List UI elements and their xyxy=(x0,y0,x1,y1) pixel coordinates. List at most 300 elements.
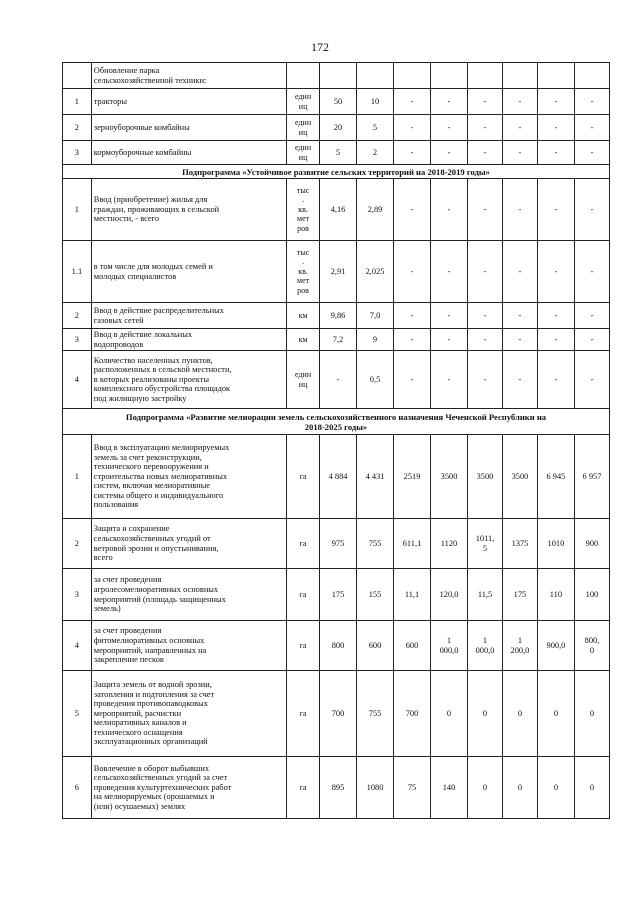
value-line: - xyxy=(518,122,522,132)
indicator-name-line: на мелиорируемых (орошаемых и xyxy=(93,792,215,802)
indicator-name-line: сельскохозяйственных угодий за счет xyxy=(93,773,228,783)
indicator-name-line: граждан, проживающих в сельской xyxy=(93,204,220,214)
value-cell xyxy=(394,329,431,351)
indicator-name-line: Количество населенных пунктов, xyxy=(93,355,213,365)
value-cell xyxy=(502,329,537,351)
indicator-name xyxy=(91,241,286,303)
unit-line: тыс xyxy=(296,247,310,257)
value-cell xyxy=(537,757,574,819)
value-line: - xyxy=(518,147,522,157)
row-number: 6 xyxy=(63,757,92,819)
value-cell xyxy=(574,351,609,409)
indicator-name-line: сельскохозяйственных угодий от xyxy=(93,533,211,543)
row-number: 1.1 xyxy=(63,241,92,303)
indicator-name xyxy=(91,141,286,165)
row-number: 2 xyxy=(63,115,92,141)
value-line: - xyxy=(447,147,451,157)
value-line: 0 xyxy=(553,782,559,792)
unit-line: мет xyxy=(297,276,310,286)
value-line: 110 xyxy=(549,589,563,599)
unit-line: га xyxy=(299,538,307,548)
value-cell xyxy=(537,241,574,303)
value-cell xyxy=(394,435,431,519)
value-cell xyxy=(431,621,468,671)
indicator-name-line: фитомелиоративных основных xyxy=(93,635,205,645)
value-line: - xyxy=(590,204,594,214)
value-line: - xyxy=(590,374,594,384)
indicator-name xyxy=(91,89,286,115)
unit-cell xyxy=(287,89,320,115)
value-cell xyxy=(537,89,574,115)
table-row xyxy=(63,241,610,303)
unit-line: кв. xyxy=(298,266,308,276)
unit-cell xyxy=(287,241,320,303)
indicator-name-line: Защита и сохранение xyxy=(93,524,170,534)
value-cell xyxy=(537,115,574,141)
table-row xyxy=(63,141,610,165)
value-line: 800, xyxy=(584,635,600,645)
indicator-name-line: Защита земель от водной эрозии, xyxy=(93,679,212,689)
value-cell xyxy=(320,621,357,671)
value-cell xyxy=(502,63,537,89)
value-cell xyxy=(357,569,394,621)
value-line: 75 xyxy=(407,782,417,792)
indicator-name xyxy=(91,179,286,241)
indicator-name xyxy=(91,519,286,569)
subprogram-title xyxy=(63,165,610,179)
value-line: - xyxy=(590,310,594,320)
value-cell xyxy=(357,621,394,671)
value-cell xyxy=(574,569,609,621)
table-row xyxy=(63,671,610,757)
value-line: - xyxy=(554,204,558,214)
indicator-name xyxy=(91,351,286,409)
value-line: - xyxy=(554,374,558,384)
row-number: 4 xyxy=(63,621,92,671)
value-line: - xyxy=(590,266,594,276)
indicator-name-line: Обновление парка xyxy=(93,65,160,75)
unit-line: един xyxy=(295,91,312,101)
unit-line: га xyxy=(299,589,307,599)
value-line: - xyxy=(447,96,451,106)
value-cell xyxy=(320,63,357,89)
value-cell xyxy=(431,179,468,241)
value-cell xyxy=(431,329,468,351)
value-line: 1 xyxy=(482,635,488,645)
value-line: 9,86 xyxy=(330,310,346,320)
value-line: 50 xyxy=(333,96,343,106)
value-cell xyxy=(574,241,609,303)
row-number xyxy=(63,63,92,89)
indicator-name-line: земель) xyxy=(93,604,121,614)
value-cell xyxy=(468,757,503,819)
value-cell xyxy=(394,303,431,329)
value-line: 975 xyxy=(331,538,345,548)
value-line: - xyxy=(590,96,594,106)
row-number: 3 xyxy=(63,329,92,351)
indicator-name-line: за счет проведения xyxy=(93,626,162,636)
value-line: 11,1 xyxy=(404,589,420,599)
value-cell xyxy=(357,241,394,303)
value-line: - xyxy=(483,122,487,132)
value-line: - xyxy=(518,96,522,106)
value-cell xyxy=(537,329,574,351)
value-cell xyxy=(574,89,609,115)
value-line: 0 xyxy=(589,782,595,792)
row-number: 2 xyxy=(63,303,92,329)
value-cell xyxy=(394,89,431,115)
indicator-name-line: технического перевооружения и xyxy=(93,462,209,472)
value-line: 9 xyxy=(372,334,378,344)
value-cell xyxy=(357,115,394,141)
indicator-name-line: Ввод в эксплуатацию мелиорируемых xyxy=(93,442,230,452)
value-line: 155 xyxy=(368,589,382,599)
value-cell xyxy=(537,351,574,409)
indicator-name-line: местности, - всего xyxy=(93,214,160,224)
value-line: 0 xyxy=(553,708,559,718)
value-line: 2 xyxy=(372,147,378,157)
unit-cell xyxy=(287,671,320,757)
table-row xyxy=(63,115,610,141)
value-line: 895 xyxy=(331,782,345,792)
indicator-name-line: Ввод в действие распределительных xyxy=(93,305,224,315)
unit-cell xyxy=(287,351,320,409)
unit-line: иц xyxy=(298,379,308,389)
indicator-name-line: мероприятий, направленных на xyxy=(93,645,207,655)
value-line: - xyxy=(554,147,558,157)
value-cell xyxy=(502,569,537,621)
indicator-name-line: строительства новых мелиоративных xyxy=(93,471,228,481)
value-cell xyxy=(357,435,394,519)
unit-line: мет xyxy=(297,214,310,224)
indicator-name-line: зерноуборочные комбайны xyxy=(93,122,190,132)
value-line: 4 884 xyxy=(328,471,348,481)
value-cell xyxy=(502,621,537,671)
value-cell xyxy=(502,179,537,241)
value-cell xyxy=(502,115,537,141)
value-cell xyxy=(394,179,431,241)
value-line: - xyxy=(518,374,522,384)
value-line: 7,2 xyxy=(332,334,344,344)
value-line: 6 945 xyxy=(546,471,566,481)
unit-cell xyxy=(287,179,320,241)
value-line: 600 xyxy=(405,640,419,650)
value-line: - xyxy=(447,122,451,132)
value-cell xyxy=(431,435,468,519)
unit-cell xyxy=(287,303,320,329)
indicator-name-line: (или) осушаемых) землях xyxy=(93,801,186,811)
row-number: 4 xyxy=(63,351,92,409)
page-number: 172 xyxy=(311,40,329,54)
value-line: 800 xyxy=(331,640,345,650)
value-line: 1120 xyxy=(440,538,458,548)
value-line: 1375 xyxy=(511,538,529,548)
value-line: - xyxy=(410,96,414,106)
value-line: - xyxy=(483,204,487,214)
value-line: 5 xyxy=(482,543,488,553)
value-line: 755 xyxy=(368,538,382,548)
value-cell xyxy=(574,115,609,141)
value-cell xyxy=(574,671,609,757)
value-line: - xyxy=(554,122,558,132)
indicator-name-line: всего xyxy=(93,553,113,563)
unit-line: . xyxy=(302,195,305,205)
value-cell xyxy=(502,757,537,819)
value-cell xyxy=(468,621,503,671)
unit-line: един xyxy=(295,117,312,127)
value-line: - xyxy=(554,310,558,320)
value-cell xyxy=(537,179,574,241)
value-cell xyxy=(431,89,468,115)
value-cell xyxy=(468,351,503,409)
indicator-name xyxy=(91,303,286,329)
value-line: 1080 xyxy=(366,782,384,792)
value-line: 4,16 xyxy=(330,204,346,214)
table-row xyxy=(63,569,610,621)
value-cell xyxy=(394,621,431,671)
indicator-name-line: Вовлечение в оборот выбывших xyxy=(93,763,210,773)
value-line: - xyxy=(483,147,487,157)
value-line: - xyxy=(447,266,451,276)
value-cell xyxy=(357,63,394,89)
value-line: 0 xyxy=(446,708,452,718)
row-number: 3 xyxy=(63,141,92,165)
value-line: 700 xyxy=(405,708,419,718)
indicator-name-line: за счет проведения xyxy=(93,575,162,585)
value-line: - xyxy=(483,266,487,276)
subprogram-title-line: 2018-2025 годы» xyxy=(304,421,368,432)
unit-line: . xyxy=(302,257,305,267)
value-cell xyxy=(357,757,394,819)
unit-line: км xyxy=(298,310,308,320)
value-cell xyxy=(502,671,537,757)
table-row xyxy=(63,621,610,671)
indicator-name-line: кормоуборочные комбайны xyxy=(93,147,192,157)
value-line: 0 xyxy=(589,645,595,655)
unit-line: га xyxy=(299,782,307,792)
value-cell xyxy=(394,63,431,89)
value-line: 000,0 xyxy=(439,645,459,655)
indicator-name xyxy=(91,63,286,89)
value-cell xyxy=(468,241,503,303)
value-cell xyxy=(357,351,394,409)
value-line: 755 xyxy=(368,708,382,718)
value-cell xyxy=(574,621,609,671)
value-line: 600 xyxy=(368,640,382,650)
unit-cell xyxy=(287,63,320,89)
value-line: 0 xyxy=(589,708,595,718)
value-line: - xyxy=(447,374,451,384)
value-cell xyxy=(502,303,537,329)
value-line: - xyxy=(483,96,487,106)
value-cell xyxy=(431,241,468,303)
value-line: - xyxy=(336,374,340,384)
unit-line: га xyxy=(299,640,307,650)
value-line: - xyxy=(410,122,414,132)
value-cell xyxy=(431,519,468,569)
value-cell xyxy=(431,569,468,621)
value-cell xyxy=(574,179,609,241)
value-line: 20 xyxy=(333,122,343,132)
value-cell xyxy=(537,435,574,519)
value-cell xyxy=(502,89,537,115)
indicator-name-line: пользования xyxy=(93,500,139,510)
value-line: 120,0 xyxy=(439,589,459,599)
value-line: - xyxy=(410,147,414,157)
table-row xyxy=(63,89,610,115)
value-line: 2519 xyxy=(403,471,421,481)
indicator-name xyxy=(91,435,286,519)
value-line: - xyxy=(483,374,487,384)
table-row xyxy=(63,757,610,819)
value-cell xyxy=(574,435,609,519)
unit-cell xyxy=(287,115,320,141)
value-cell xyxy=(394,141,431,165)
value-cell xyxy=(431,63,468,89)
indicator-name-line: систем, включая мелиоративные xyxy=(93,481,211,491)
indicator-name-line: агролесомелиоративных основных xyxy=(93,584,219,594)
value-cell xyxy=(320,569,357,621)
indicator-name-line: расположенных в сельской местности, xyxy=(93,365,232,375)
value-cell xyxy=(357,179,394,241)
value-cell xyxy=(574,141,609,165)
value-cell xyxy=(431,115,468,141)
indicator-name xyxy=(91,115,286,141)
row-number: 3 xyxy=(63,569,92,621)
value-cell xyxy=(468,89,503,115)
value-cell xyxy=(468,569,503,621)
value-cell xyxy=(320,519,357,569)
value-line: 1 xyxy=(446,635,452,645)
indicator-name xyxy=(91,621,286,671)
value-line: - xyxy=(483,334,487,344)
value-cell xyxy=(394,519,431,569)
value-cell xyxy=(394,757,431,819)
indicator-name-line: системы общего и индивидуального xyxy=(93,490,224,500)
value-cell xyxy=(431,303,468,329)
unit-line: кв. xyxy=(298,204,308,214)
unit-line: иц xyxy=(298,127,308,137)
subprogram-title-line: Подпрограмма «Устойчивое развитие сельских территорий на 2018-2019 годы» xyxy=(182,166,490,177)
value-cell xyxy=(357,303,394,329)
indicator-name-line: затопления и подтопления за счет xyxy=(93,689,215,699)
table-row xyxy=(63,351,610,409)
unit-line: един xyxy=(295,142,312,152)
subprogram-title-line: Подпрограмма «Развитие мелиорации земель сельскохозяйственного назначения Чеченской Республики на xyxy=(125,411,547,422)
indicator-name-line: под жилищную застройку xyxy=(93,393,187,403)
subprogram-title xyxy=(63,409,610,435)
value-cell xyxy=(574,303,609,329)
value-cell xyxy=(394,569,431,621)
value-line: 1011, xyxy=(475,533,495,543)
value-line: 6 957 xyxy=(582,471,602,481)
indicator-name-line: в которых реализованы проекты xyxy=(93,374,209,384)
value-line: 3500 xyxy=(511,471,529,481)
value-line: - xyxy=(518,204,522,214)
value-cell xyxy=(574,63,609,89)
value-cell xyxy=(468,179,503,241)
value-cell xyxy=(502,519,537,569)
value-cell xyxy=(357,329,394,351)
value-line: - xyxy=(590,334,594,344)
row-number: 1 xyxy=(63,179,92,241)
value-cell xyxy=(320,329,357,351)
value-line: - xyxy=(590,122,594,132)
value-cell xyxy=(394,671,431,757)
value-cell xyxy=(320,303,357,329)
unit-line: га xyxy=(299,708,307,718)
value-line: 000,0 xyxy=(475,645,495,655)
value-cell xyxy=(537,569,574,621)
value-cell xyxy=(394,241,431,303)
value-cell xyxy=(537,621,574,671)
value-cell xyxy=(320,757,357,819)
value-cell xyxy=(394,115,431,141)
subprogram-header-row xyxy=(63,165,610,179)
value-line: 3500 xyxy=(476,471,494,481)
value-cell xyxy=(537,303,574,329)
value-line: 5 xyxy=(372,122,378,132)
table-row xyxy=(63,519,610,569)
value-line: 2,025 xyxy=(365,266,385,276)
value-line: 1010 xyxy=(547,538,565,548)
value-cell xyxy=(537,141,574,165)
value-cell xyxy=(468,519,503,569)
value-line: 1 xyxy=(517,635,523,645)
indicator-name-line: Ввод (приобретение) жилья для xyxy=(93,195,208,205)
value-cell xyxy=(320,115,357,141)
unit-line: иц xyxy=(298,101,308,111)
unit-cell xyxy=(287,757,320,819)
indicator-name-line: газовых сетей xyxy=(93,315,144,325)
indicator-name-line: водопроводов xyxy=(93,339,144,349)
value-line: 0 xyxy=(482,782,488,792)
value-cell xyxy=(320,435,357,519)
indicator-name-line: мероприятий, расчистки xyxy=(93,708,182,718)
value-cell xyxy=(574,519,609,569)
value-cell xyxy=(574,757,609,819)
value-cell xyxy=(468,303,503,329)
indicator-name-line: технического оснащения xyxy=(93,727,183,737)
value-cell xyxy=(431,671,468,757)
value-cell xyxy=(357,671,394,757)
indicator-name xyxy=(91,757,286,819)
indicator-name-line: проведения противопаводковых xyxy=(93,699,208,709)
row-number: 5 xyxy=(63,671,92,757)
indicator-name-line: проведения культуртехнических работ xyxy=(93,782,232,792)
unit-cell xyxy=(287,621,320,671)
unit-cell xyxy=(287,329,320,351)
value-line: 611,1 xyxy=(402,538,422,548)
value-cell xyxy=(468,329,503,351)
indicator-name-line: молодых специалистов xyxy=(93,271,177,281)
value-line: 200,0 xyxy=(510,645,530,655)
table-row xyxy=(63,303,610,329)
value-line: - xyxy=(554,266,558,276)
value-cell xyxy=(468,141,503,165)
value-cell xyxy=(574,329,609,351)
table-row xyxy=(63,435,610,519)
value-cell xyxy=(431,351,468,409)
indicator-name-line: земель за счет реконструкции, xyxy=(93,452,202,462)
value-cell xyxy=(537,63,574,89)
value-cell xyxy=(468,671,503,757)
value-line: 0,5 xyxy=(369,374,381,384)
row-number: 2 xyxy=(63,519,92,569)
value-cell xyxy=(502,241,537,303)
indicator-name-line: мелиоративных каналов и xyxy=(93,718,187,728)
unit-line: ров xyxy=(297,223,309,233)
